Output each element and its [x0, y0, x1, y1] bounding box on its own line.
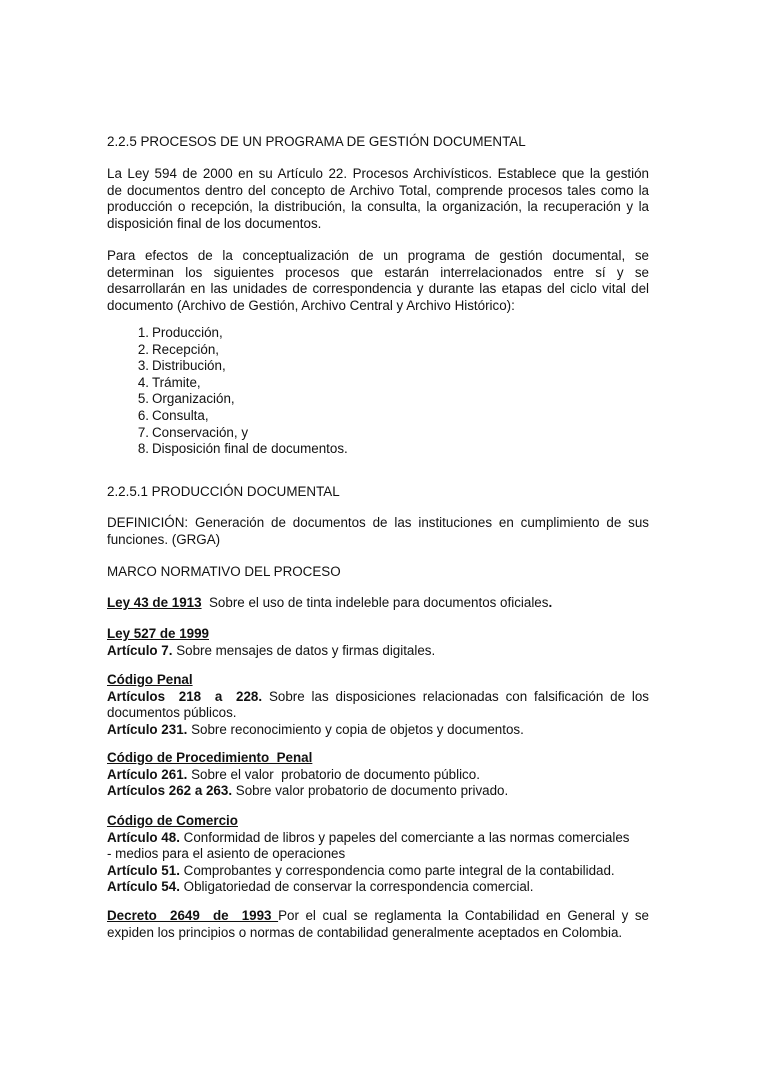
list-item [107, 375, 507, 392]
list-item [107, 358, 507, 375]
list-number: 2. [137, 341, 149, 357]
intro-line: La Ley 594 de 2000 en su Artículo 22. Procesos Archivísticos. Establece que la gestión [107, 166, 649, 181]
purpose-line: Para efectos de la conceptualización de un programa de gestión documental, se [107, 248, 649, 263]
law-title: Ley 527 de 1999 [107, 626, 209, 641]
article-text-continued: documentos públicos. [107, 705, 237, 721]
list-item [107, 408, 507, 425]
intro-line: disposición final de los documentos. [107, 215, 322, 231]
list-text: Organización, [152, 391, 235, 407]
article-label: Artículos 262 a 263. [107, 783, 233, 799]
list-text: Conservación, y [152, 424, 249, 440]
article-text: Sobre mensajes de datos y firmas digitales. [172, 642, 436, 658]
codigo-penal-entry [107, 672, 649, 738]
ley43-entry [107, 595, 649, 612]
law-reference: Decreto 2649 de 1993 [107, 908, 279, 923]
framework-title [107, 564, 649, 581]
article-text: Obligatoriedad de conservar la correspondencia comercial. [179, 879, 534, 895]
list-number: 6. [137, 407, 149, 423]
list-number: 4. [137, 374, 149, 390]
list-text: Disposición final de documentos. [152, 441, 348, 457]
intro-line: de documentos dentro del concepto de Archivo Total, comprende procesos tales como la [107, 182, 649, 198]
law-title: Código de Comercio [107, 813, 238, 828]
article-text: Conformidad de libros y papeles del comerciante a las normas comerciales [179, 829, 630, 845]
article-label: Artículo 231. [107, 721, 188, 737]
article-label: Artículo 261. [107, 766, 188, 782]
definition-line: funciones. (GRGA) [107, 531, 221, 547]
article-text: Sobre reconocimiento y copia de objetos y documentos. [187, 721, 524, 737]
list-number: 7. [137, 424, 149, 440]
article-label: Artículo 48. [107, 829, 180, 845]
purpose-line: desarrollarán en las unidades de correspondencia y durante las etapas del ciclo vital del [107, 281, 649, 297]
codigo-comercio-entry [107, 813, 649, 896]
document-page [107, 0, 649, 1085]
list-text: Recepción, [152, 341, 219, 357]
law-reference: Ley 43 de 1913 [107, 595, 202, 610]
section-title-text: 2.2.5 PROCESOS DE UN PROGRAMA DE GESTIÓN DOCUMENTAL [107, 134, 526, 149]
definition-paragraph [107, 515, 649, 548]
article-text: Sobre el valor probatorio de documento público. [187, 766, 480, 782]
framework-title-text: MARCO NORMATIVO DEL PROCESO [107, 564, 341, 579]
law-title: Código de Procedimiento Penal [107, 750, 313, 765]
intro-line: producción o recepción, la distribución, la consulta, la organización, la recuperación y la [107, 199, 649, 215]
law-description: Sobre el uso de tinta indeleble para documentos oficiales [201, 595, 549, 610]
law-description-continued: expiden los principios o normas de contabilidad generalmente aceptados en Colombia. [107, 924, 623, 940]
list-text: Trámite, [152, 374, 201, 390]
article-text: Comprobantes y correspondencia como parte integral de la contabilidad. [179, 862, 615, 878]
law-title: Código Penal [107, 672, 193, 687]
list-item [107, 342, 507, 359]
article-label: Artículo 54. [107, 879, 180, 895]
article-label: Artículo 7. [107, 642, 173, 658]
article-text: Sobre valor probatorio de documento privado. [232, 783, 509, 799]
article-label: Artículos 218 a 228. [107, 688, 263, 704]
codigo-procedimiento-penal-entry [107, 750, 649, 800]
decreto-entry [107, 908, 649, 941]
article-text-continued: - medios para el asiento de operaciones [107, 846, 346, 862]
list-item [107, 391, 507, 408]
list-number: 1. [137, 325, 149, 340]
purpose-paragraph [107, 248, 649, 314]
list-text: Consulta, [152, 407, 209, 423]
purpose-line: documento (Archivo de Gestión, Archivo Central y Archivo Histórico): [107, 297, 515, 313]
list-text: Distribución, [152, 358, 226, 374]
subsection-title-text: 2.2.5.1 PRODUCCIÓN DOCUMENTAL [107, 484, 340, 499]
definition-line: DEFINICIÓN: Generación de documentos de las instituciones en cumplimiento de sus [107, 515, 649, 530]
purpose-line: determinan los siguientes procesos que estarán interrelacionados entre sí y se [107, 264, 649, 280]
law-description-end: . [548, 595, 553, 610]
process-list [107, 325, 507, 458]
list-item [107, 441, 507, 458]
section-title [107, 134, 649, 151]
list-text: Producción, [152, 325, 223, 340]
list-number: 3. [137, 358, 149, 374]
list-item [107, 425, 507, 442]
ley527-entry [107, 626, 649, 659]
list-number: 5. [137, 391, 149, 407]
subsection-title [107, 484, 649, 501]
article-text: Sobre las disposiciones relacionadas con falsificación de los [262, 688, 650, 704]
article-label: Artículo 51. [107, 862, 180, 878]
intro-paragraph [107, 166, 649, 232]
law-description: Por el cual se reglamenta la Contabilidad en General y se [278, 908, 650, 923]
list-number: 8. [137, 441, 149, 457]
list-item [107, 325, 507, 342]
